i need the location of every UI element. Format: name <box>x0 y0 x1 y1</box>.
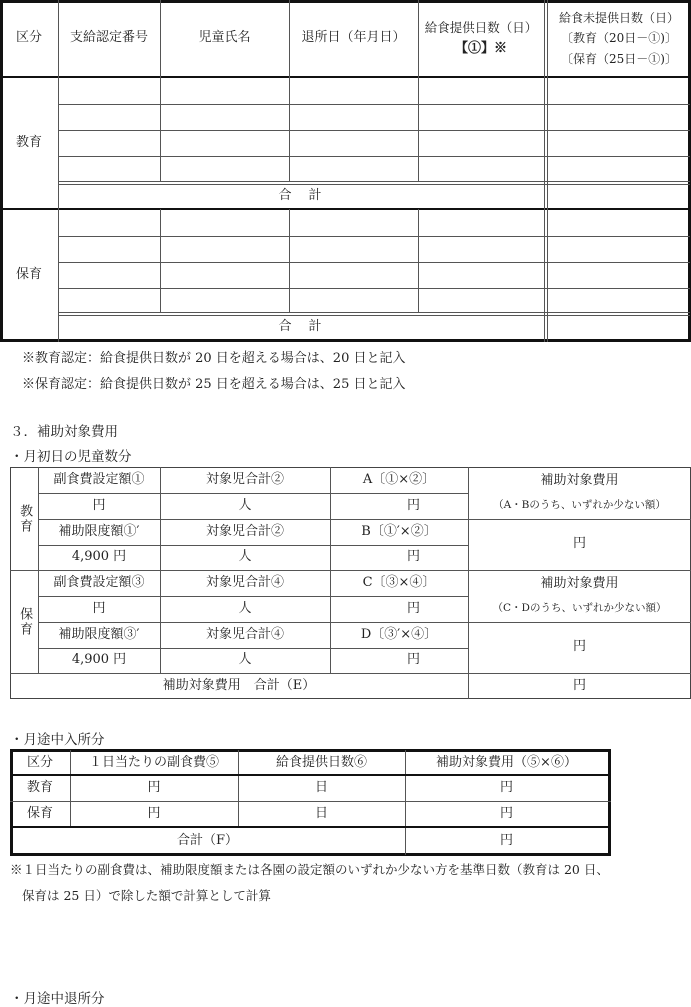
mid-header-category: 区分 <box>26 755 53 771</box>
col-line <box>289 209 290 313</box>
edu-child-count-value[interactable]: 人 <box>238 497 252 513</box>
header-days-not-provided-line1: 給食未提供日数（日） <box>558 10 679 25</box>
note-daily-fee-line2: 保育は 25 日）で除した額で計算として計算 <box>22 888 271 903</box>
mid-header-days: 給食提供日数⑥ <box>275 755 367 771</box>
section3-subheading: ・月初日の児童数分 <box>10 449 132 465</box>
cc-limit-label: 補助限度額③′ <box>58 626 140 642</box>
table2-label-education: 教育 <box>17 503 33 534</box>
cc-d-label: D〔③′×④〕 <box>360 626 438 642</box>
col-line <box>418 209 419 313</box>
note-daily-fee-line1: ※１日当たりの副食費は、補助限度額または各園の設定額のいずれか少ない方を基準日数（教育は 20 日、 <box>10 862 609 877</box>
section-label-education: 教育 <box>15 134 42 150</box>
edu-a-label: A〔①×②〕 <box>362 471 436 487</box>
edu-subsidy-label: 補助対象費用 <box>540 472 619 488</box>
cc-child-count2-label: 対象児合計④ <box>205 626 284 642</box>
edu-a-value[interactable]: 円 <box>406 497 420 513</box>
header-leave-date: 退所日（年月日） <box>301 30 406 46</box>
mid-edu-days[interactable]: 日 <box>314 780 328 796</box>
cc-subsidy-value[interactable]: 円 <box>572 639 586 655</box>
edu-meal-fee-value[interactable]: 円 <box>92 497 106 513</box>
cc-child-count-label: 対象児合計④ <box>205 574 284 590</box>
total-e-label: 補助対象費用 合計（E） <box>162 677 316 693</box>
input-cell[interactable] <box>548 78 688 104</box>
mid-cc-daily-fee[interactable]: 円 <box>147 805 161 821</box>
mid-row-label-education: 教育 <box>26 780 53 796</box>
edu-b-value[interactable]: 円 <box>406 549 420 565</box>
header-category: 区分 <box>15 30 42 46</box>
row-line <box>58 104 690 105</box>
edu-b-label: B〔①′×②〕 <box>361 523 437 539</box>
mid-cc-subsidy[interactable]: 円 <box>499 805 513 821</box>
section-label-childcare: 保育 <box>15 266 42 282</box>
mid-cc-days[interactable]: 日 <box>314 805 328 821</box>
row-line <box>58 236 690 237</box>
section3-heading: ３．補助対象費用 <box>10 424 118 440</box>
mid-row-label-childcare: 保育 <box>26 805 53 821</box>
input-cell[interactable] <box>161 78 288 104</box>
input-cell[interactable] <box>59 78 159 104</box>
header-days-provided-line2: 【①】※ <box>454 41 507 57</box>
cc-d-value[interactable]: 円 <box>406 652 420 668</box>
input-cell[interactable] <box>290 78 417 104</box>
cc-subsidy-note: （C・Dのうち、いずれか少ない額） <box>492 602 667 615</box>
edu-child-count-label: 対象児合計② <box>205 471 284 487</box>
childcare-total-value[interactable] <box>548 315 688 340</box>
edu-limit-value: 4,900 円 <box>71 549 127 565</box>
mid-leave-heading: ・月途中退所分 <box>10 991 105 1007</box>
header-days-not-provided-line2: 〔教育（20日－①)〕 <box>561 31 677 46</box>
mid-edu-subsidy[interactable]: 円 <box>499 780 513 796</box>
row-line <box>58 130 690 131</box>
header-days-provided <box>418 0 544 77</box>
cc-c-label: C〔③×④〕 <box>362 574 436 590</box>
mid-total-value[interactable]: 円 <box>499 832 513 848</box>
edu-subsidy-value[interactable]: 円 <box>572 536 586 552</box>
cc-c-value[interactable]: 円 <box>406 600 420 616</box>
edu-limit-label: 補助限度額①′ <box>58 523 140 539</box>
mid-header-subsidy: 補助対象費用（⑤×⑥） <box>436 755 577 771</box>
note-education: ※教育認定：給食提供日数が 20 日を超える場合は、20 日と記入 <box>22 351 406 366</box>
row-line <box>58 156 690 157</box>
edu-child-count2-label: 対象児合計② <box>205 523 284 539</box>
row-line <box>58 288 690 289</box>
header-cert-no: 支給認定番号 <box>69 30 148 46</box>
cc-child-count-value[interactable]: 人 <box>238 600 252 616</box>
cc-subsidy-label: 補助対象費用 <box>540 575 619 591</box>
row-line <box>58 262 690 263</box>
col-line <box>160 209 161 313</box>
edu-subsidy-note: （A・Bのうち、いずれか少ない額） <box>493 499 666 512</box>
edu-child-count2-value[interactable]: 人 <box>238 549 252 565</box>
total-e-value[interactable]: 円 <box>572 677 586 693</box>
childcare-total-label: 合 計 <box>278 319 324 335</box>
cc-child-count2-value[interactable]: 人 <box>238 652 252 668</box>
table2-label-childcare: 保育 <box>17 606 33 637</box>
mid-edu-daily-fee[interactable]: 円 <box>147 780 161 796</box>
header-days-not-provided-line3: 〔保育（25日－①)〕 <box>561 51 677 66</box>
mid-total-label: 合計（F） <box>176 832 239 848</box>
cc-meal-fee-value[interactable]: 円 <box>92 600 106 616</box>
cc-meal-fee-label: 副食費設定額③ <box>53 574 145 590</box>
mid-header-daily-fee: １日当たりの副食費⑤ <box>88 755 219 771</box>
input-cell[interactable] <box>419 78 543 104</box>
header-child-name: 児童氏名 <box>198 30 251 46</box>
education-total-value[interactable] <box>548 184 688 209</box>
education-total-label: 合 計 <box>278 188 324 204</box>
header-days-not-provided <box>548 0 690 77</box>
cc-limit-value: 4,900 円 <box>71 652 127 668</box>
header-days-provided-line1: 給食提供日数（日） <box>424 19 538 35</box>
note-childcare: ※保育認定：給食提供日数が 25 日を超える場合は、25 日と記入 <box>22 377 406 392</box>
edu-meal-fee-label: 副食費設定額① <box>53 471 145 487</box>
mid-entry-heading: ・月途中入所分 <box>10 732 105 748</box>
